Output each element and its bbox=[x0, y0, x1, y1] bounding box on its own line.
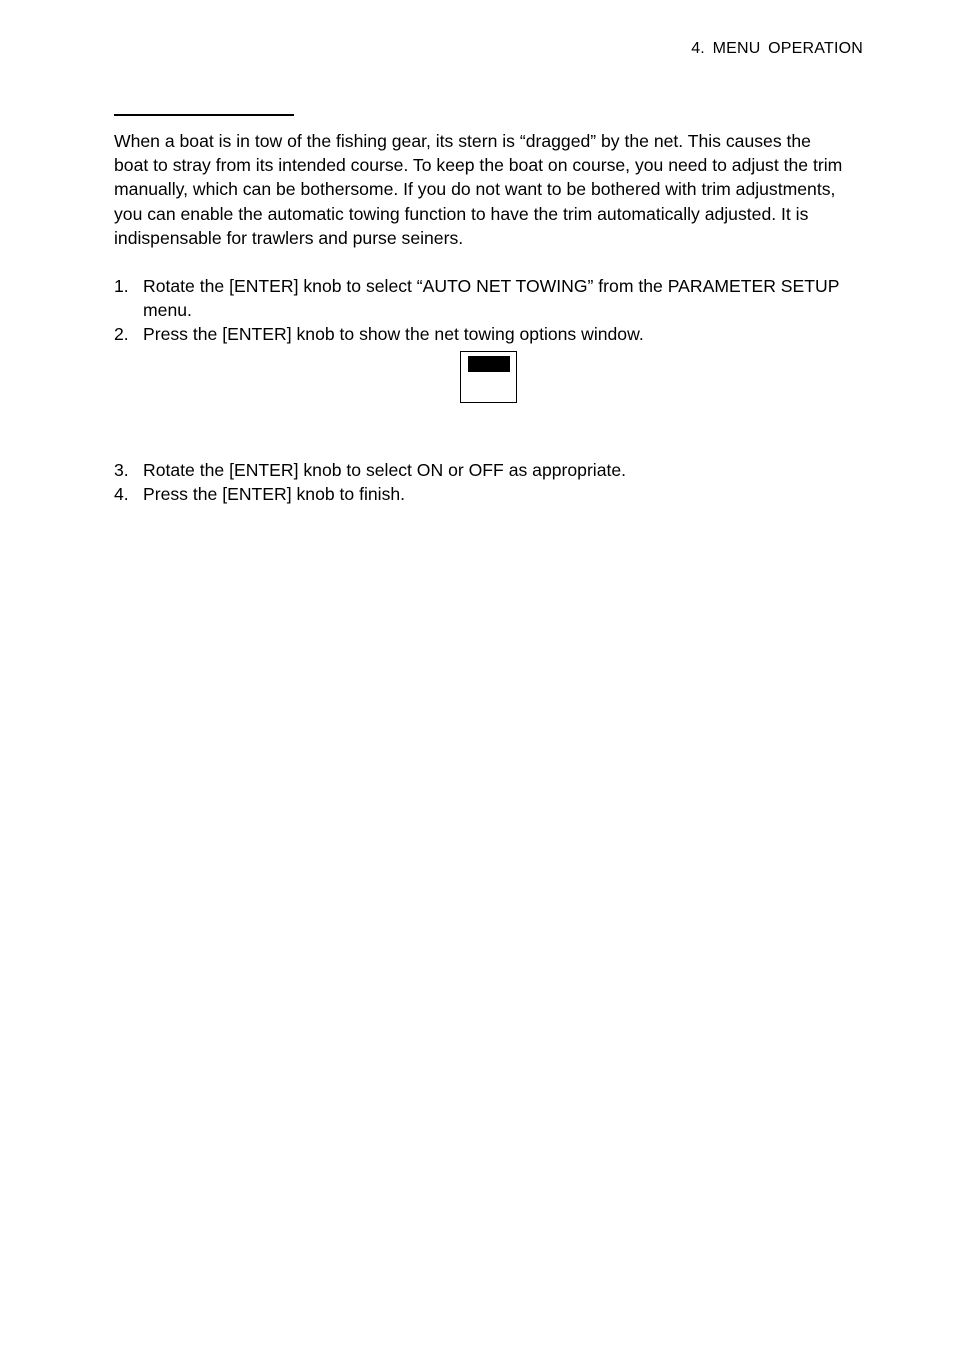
procedure-steps-part-2 bbox=[114, 458, 854, 506]
step-3-number: 3. bbox=[114, 460, 129, 480]
intro-paragraph: When a boat is in tow of the fishing gear, its stern is “dragged” by the net. This causes the boat to stray from its intended course. To keep the boat on course, you need to adjust the trim manually, which can be bothersome. If you do not want to be bothered with trim adjustments, you can enable the automatic towing function to have the trim automatically adjusted. It is indispensable for trawlers and purse seiners. bbox=[114, 131, 843, 248]
selected-option-highlight bbox=[468, 356, 510, 372]
step-2-number: 2. bbox=[114, 324, 129, 345]
step-4-number: 4. bbox=[114, 484, 129, 505]
step-4-text: Press the [ENTER] knob to finish. bbox=[143, 484, 406, 505]
net-towing-options-window bbox=[460, 351, 517, 403]
step-3 bbox=[114, 458, 854, 482]
step-1 bbox=[114, 274, 854, 322]
step-1-text: Rotate the [ENTER] knob to select “AUTO NET TOWING” from the PARAMETER SETUP menu. bbox=[143, 276, 840, 321]
step-4 bbox=[114, 482, 854, 506]
running-header: 4. MENU OPERATION bbox=[691, 40, 863, 57]
procedure-steps-part-1 bbox=[114, 274, 854, 347]
section-title-rule bbox=[114, 114, 294, 116]
step-3-text: Rotate the [ENTER] knob to select ON or OFF as appropriate. bbox=[143, 460, 627, 480]
step-1-number: 1. bbox=[114, 276, 129, 296]
step-2-text: Press the [ENTER] knob to show the net towing options window. bbox=[143, 324, 644, 345]
step-2 bbox=[114, 322, 854, 346]
